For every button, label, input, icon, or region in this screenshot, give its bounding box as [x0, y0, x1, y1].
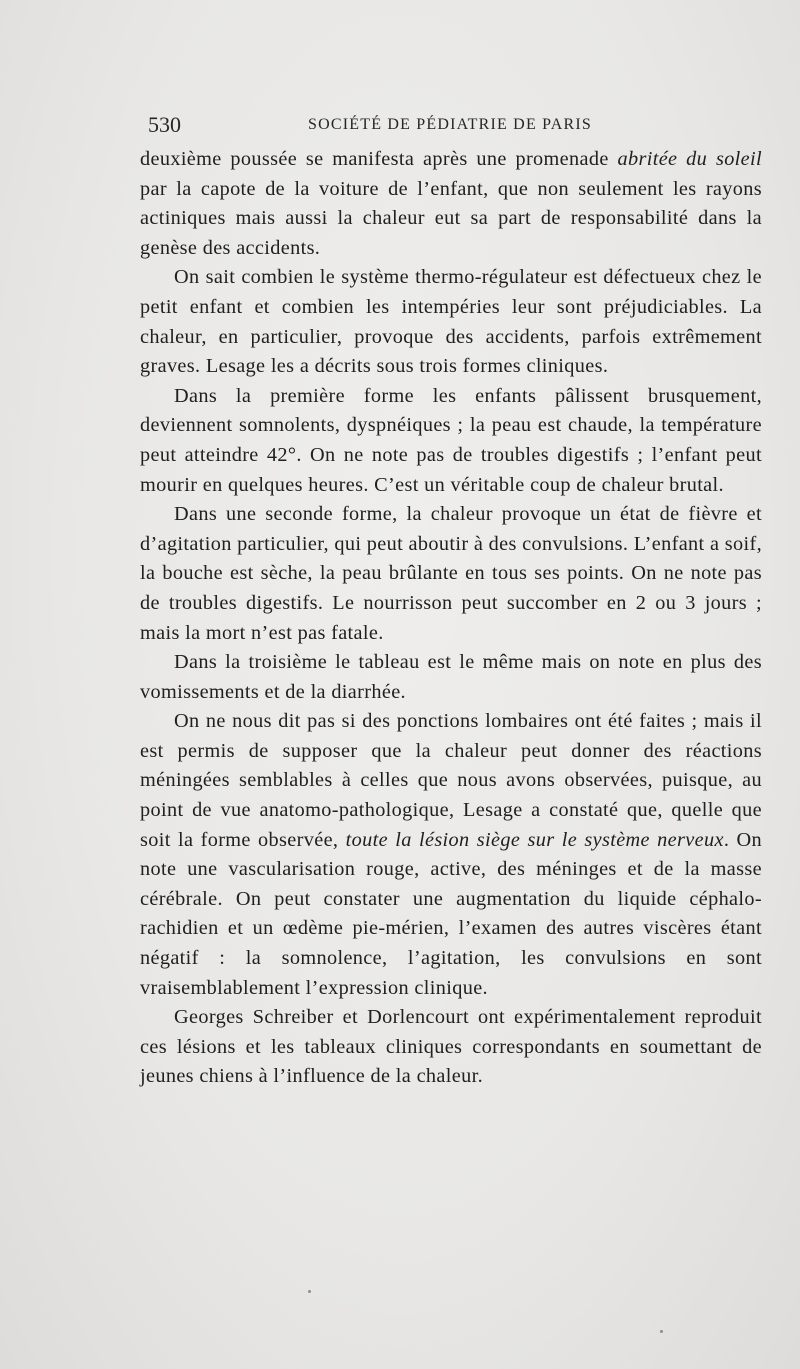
paragraph-1	[140, 145, 762, 263]
paragraph-2	[140, 263, 762, 381]
paragraph-5	[140, 648, 762, 707]
text-run: Dans la première forme les enfants pâlissent brusquement, deviennent somnolents, dyspnéiques ; la peau est chaude, la température peut atteindre 42°. On ne note pas de troubles digestifs ; l’enfant peut mourir en quelques heures. C’est un véritable coup de chaleur brutal.	[140, 384, 762, 496]
running-head: SOCIÉTÉ DE PÉDIATRIE DE PARIS	[308, 116, 592, 133]
text-run: Dans la troisième le tableau est le même mais on note en plus des vomissements et de la diarrhée.	[140, 651, 762, 703]
italic-text-run: abritée du soleil	[617, 148, 762, 170]
page-number: 530	[148, 112, 181, 137]
text-run: On sait combien le système thermo-régulateur est défectueux chez le petit enfant et combien les intempéries leur sont préjudiciables. La chaleur, en particulier, provoque des accidents, parfois extrêmement graves. Lesage les a décrits sous trois formes cliniques.	[140, 266, 762, 378]
text-run: . On note une vascularisation rouge, active, des méninges et de la masse cérébrale. On peut constater une augmentation du liquide céphalo-rachidien et un œdème pie-mérien, l’examen des autres viscères étant négatif : la somnolence, l’agitation, les convulsions en sont vraisemblablement l’expression clinique.	[140, 828, 762, 999]
text-run: Dans une seconde forme, la chaleur provoque un état de fièvre et d’agitation particulier, qui peut aboutir à des convulsions. L’enfant a soif, la bouche est sèche, la peau brûlante en tous ses points. On ne note pas de troubles digestifs. Le nourrisson peut succomber en 2 ou 3 jours ; mais la mort n’est pas fatale.	[140, 503, 762, 644]
text-run: deuxième poussée se manifesta après une promenade	[140, 148, 618, 170]
text-run: Georges Schreiber et Dorlencourt ont expérimentalement reproduit ces lésions et les tableaux cliniques correspondants en soumettant de jeunes chiens à l’influence de la chaleur.	[140, 1006, 762, 1088]
text-run: par la capote de la voiture de l’enfant, que non seulement les rayons actiniques mais aussi la chaleur eut sa part de responsabilité dans la genèse des accidents.	[140, 177, 762, 259]
text-run: On ne nous dit pas si des ponctions lombaires ont été faites ; mais il est permis de supposer que la chaleur peut donner des réactions méningées semblables à celles que nous avons observées, puisque, au point de vue anatomo-pathologique, Lesage a constaté que, quelle que soit la forme observée,	[140, 710, 762, 851]
paragraph-7	[140, 1003, 762, 1092]
paper-speck	[660, 1330, 663, 1333]
italic-text-run: toute la lésion siège sur le système nerveux	[345, 828, 724, 851]
page-header	[148, 112, 628, 142]
paragraph-6	[140, 707, 762, 1003]
paragraph-3	[140, 382, 762, 500]
body-text	[140, 145, 762, 1092]
paper-speck	[308, 1290, 311, 1293]
paragraph-4	[140, 500, 762, 648]
